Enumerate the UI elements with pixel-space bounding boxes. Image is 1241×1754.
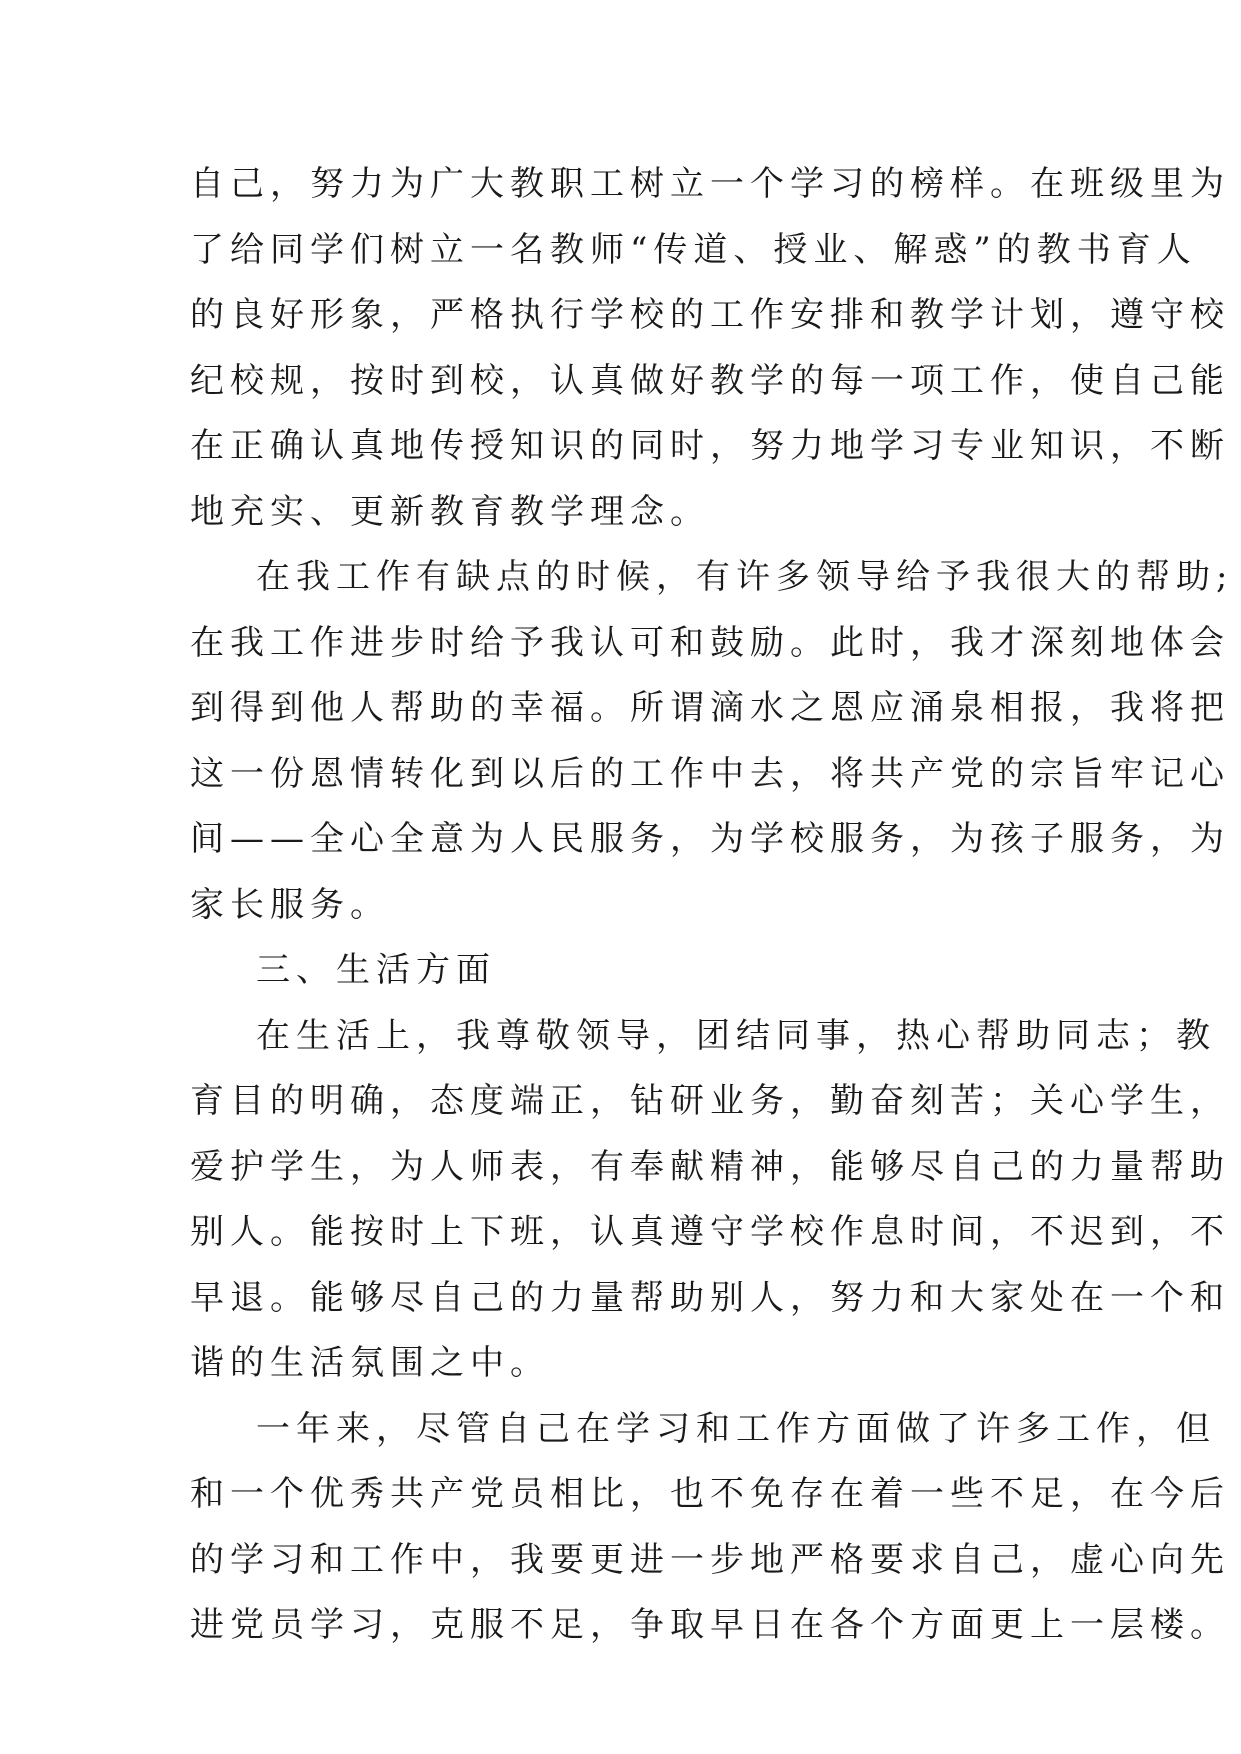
text-line: 在我工作进步时给予我认可和鼓励。此时，我才深刻地体会 (190, 622, 1230, 663)
text-line: 的学习和工作中，我要更进一步地严格要求自己，虚心向先 (190, 1539, 1230, 1580)
section-heading: 三、生活方面 (256, 950, 496, 990)
text-line: 进党员学习，克服不足，争取早日在各个方面更上一层楼。 (190, 1605, 1230, 1645)
text-line: 的良好形象，严格执行学校的工作安排和教学计划，遵守校 (190, 295, 1230, 335)
text-line: 间——全心全意为人民服务，为学校服务，为孩子服务，为 (190, 819, 1230, 859)
text-line: 育目的明确，态度端正，钻研业务，勤奋刻苦；关心学生， (190, 1081, 1230, 1121)
text-line: 了给同学们树立一名教师“传道、授业、解惑”的教书育人 (190, 229, 1197, 270)
text-line: 谐的生活氛围之中。 (190, 1343, 550, 1383)
paragraph-first-line: 在生活上，我尊敬领导，团结同事，热心帮助同志；教 (256, 1015, 1216, 1056)
paragraph-first-line: 一年来，尽管自己在学习和工作方面做了许多工作，但 (256, 1408, 1216, 1449)
text-line: 和一个优秀共产党员相比，也不免存在着一些不足，在今后 (190, 1474, 1230, 1514)
text-line: 自己，努力为广大教职工树立一个学习的榜样。在班级里为 (190, 164, 1230, 204)
text-line: 别人。能按时上下班，认真遵守学校作息时间，不迟到，不 (190, 1212, 1230, 1252)
body-text (190, 152, 1234, 1659)
text-line: 纪校规，按时到校，认真做好教学的每一项工作，使自己能 (190, 360, 1230, 401)
text-line: 家长服务。 (190, 884, 390, 925)
text-line: 到得到他人帮助的幸福。所谓滴水之恩应涌泉相报，我将把 (190, 688, 1230, 728)
text-line: 在正确认真地传授知识的同时，努力地学习专业知识，不断 (190, 426, 1230, 466)
paragraph-first-line: 在我工作有缺点的时候，有许多领导给予我很大的帮助; (256, 557, 1234, 597)
text-line: 地充实、更新教育教学理念。 (190, 491, 710, 532)
text-line: 爱护学生，为人师表，有奉献精神，能够尽自己的力量帮助 (190, 1146, 1230, 1187)
text-line: 这一份恩情转化到以后的工作中去，将共产党的宗旨牢记心 (190, 753, 1230, 794)
text-line: 早退。能够尽自己的力量帮助别人，努力和大家处在一个和 (190, 1277, 1230, 1318)
